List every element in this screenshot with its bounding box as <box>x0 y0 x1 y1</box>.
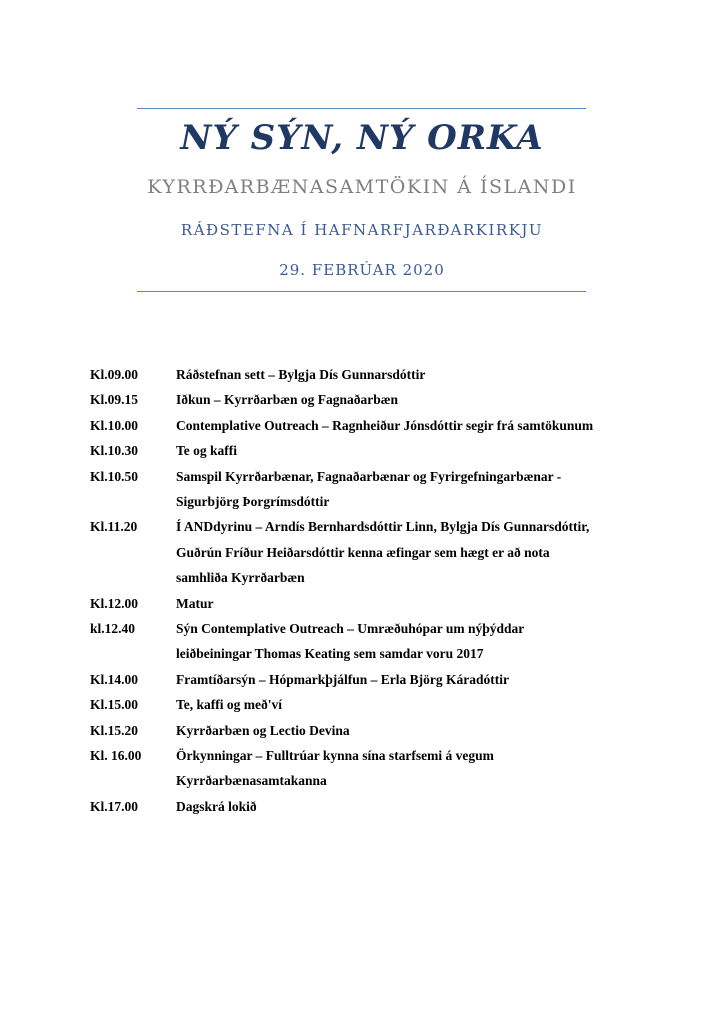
schedule-item-text: samhliða Kyrrðarbæn <box>176 570 305 586</box>
schedule-item-text: Te, kaffi og með'ví <box>176 697 282 713</box>
schedule-item-text: Kyrrðarbænasamtakanna <box>176 773 327 789</box>
schedule-time: Kl.15.00 <box>90 697 139 713</box>
schedule-item-text: Sigurbjörg Þorgrímsdóttir <box>176 494 330 509</box>
schedule-time: Kl.10.30 <box>90 443 139 459</box>
schedule-item-text: Ráðstefnan sett – Bylgja Dís Gunnarsdóttir <box>176 367 426 382</box>
schedule-time: Kl.11.20 <box>90 519 138 535</box>
schedule-item-text: leiðbeiningar Thomas Keating sem samdar voru 2017 <box>176 646 484 662</box>
schedule-time: Kl.09.15 <box>90 392 139 408</box>
schedule-item-text: Samspil Kyrrðarbænar, Fagnaðarbænar og Fyrirgefningarbænar - <box>176 468 562 484</box>
schedule-time: Kl.14.00 <box>90 671 139 687</box>
schedule-item-text: Guðrún Fríður Heiðarsdóttir kenna æfingar sem hægt er að nota <box>176 544 550 560</box>
schedule-time: Kl.10.50 <box>90 468 139 484</box>
schedule-item-text: Framtíðarsýn – Hópmarkþjálfun – Erla Björg Káradóttir <box>176 671 509 687</box>
schedule-item-text: Í ANDdyrinu – Arndís Bernhardsdóttir Linn, Bylgja Dís Gunnarsdóttir, <box>176 519 590 535</box>
schedule-item-text: Te og kaffi <box>176 443 238 459</box>
schedule-time: Kl. 16.00 <box>90 748 142 763</box>
schedule-time: Kl.17.00 <box>90 798 139 814</box>
schedule-item-text: Matur <box>176 595 214 611</box>
schedule-item-text: Contemplative Outreach – Ragnheiður Jónsdóttir segir frá samtökunum <box>176 417 594 433</box>
schedule-time: Kl.15.20 <box>90 722 139 738</box>
schedule-item-text: Sýn Contemplative Outreach – Umræðuhópar um nýþýddar <box>176 621 525 636</box>
schedule-item-text: Kyrrðarbæn og Lectio Devina <box>176 722 350 738</box>
header-bottom-rule <box>137 291 586 292</box>
schedule-time: Kl.09.00 <box>90 367 139 382</box>
event-date: 29. FEBRÚAR 2020 <box>279 261 445 279</box>
event-subtitle: RÁÐSTEFNA Í HAFNARFJARÐARKIRKJU <box>180 221 544 239</box>
schedule-time: Kl.12.00 <box>90 595 139 611</box>
schedule-time: Kl.10.00 <box>90 417 139 433</box>
schedule-item-text: Örkynningar – Fulltrúar kynna sína starfsemi á vegum <box>176 748 494 763</box>
organization-name: KYRRÐARBÆNASAMTÖKIN Á ÍSLANDI <box>147 176 577 198</box>
page-title: NÝ SÝN, NÝ ORKA <box>180 118 544 158</box>
schedule-item-text: Iðkun – Kyrrðarbæn og Fagnaðarbæn <box>176 392 399 408</box>
schedule-item-text: Dagskrá lokið <box>176 798 257 814</box>
header-top-rule <box>137 108 586 109</box>
schedule-time: kl.12.40 <box>90 621 136 636</box>
